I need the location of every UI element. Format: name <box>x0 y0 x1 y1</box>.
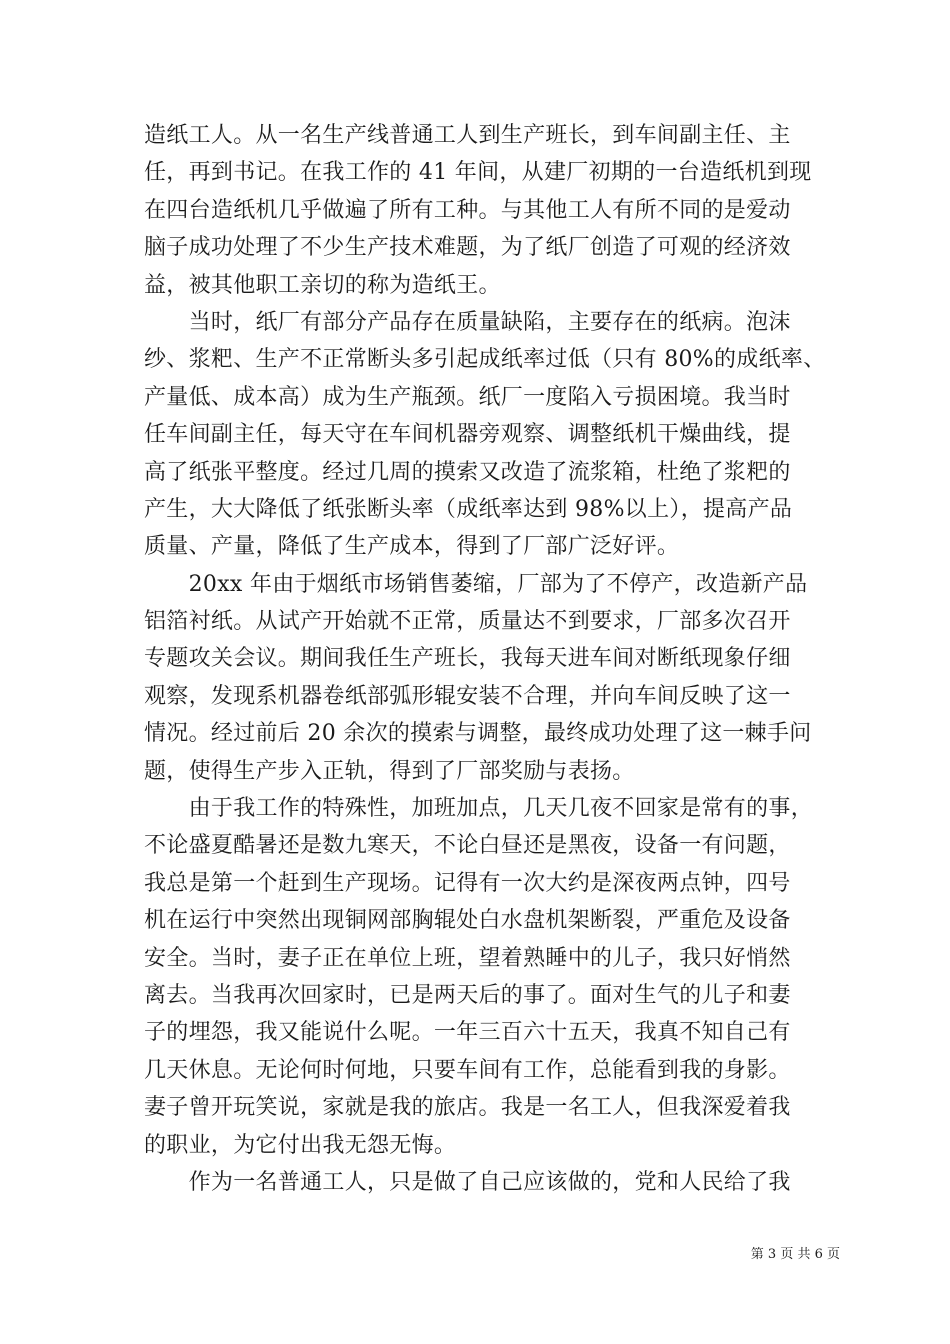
text-line: 安全。当时，妻子正在单位上班，望着熟睡中的儿子，我只好悄然 <box>144 945 791 971</box>
body-text <box>144 117 844 1201</box>
text-line: 脑子成功处理了不少生产技术难题，为了纸厂创造了可观的经济效 <box>144 235 791 261</box>
text-line: 离去。当我再次回家时，已是两天后的事了。面对生气的儿子和妻 <box>144 982 791 1008</box>
text-line: 20xx 年由于烟纸市场销售萎缩，厂部为了不停产，改造新产品 <box>144 571 808 597</box>
text-line: 我总是第一个赶到生产现场。记得有一次大约是深夜两点钟，四号 <box>144 870 791 896</box>
text-line: 观察，发现系机器卷纸部弧形辊安装不合理，并向车间反映了这一 <box>144 683 791 709</box>
text-line: 高了纸张平整度。经过几周的摸索又改造了流浆箱，杜绝了浆粑的 <box>144 459 791 485</box>
page-footer <box>640 1246 840 1264</box>
page-number: 第 3 页 共 6 页 <box>750 1247 840 1262</box>
text-line: 产量低、成本高）成为生产瓶颈。纸厂一度陷入亏损困境。我当时 <box>144 384 791 410</box>
text-line: 妻子曾开玩笑说，家就是我的旅店。我是一名工人，但我深爱着我 <box>144 1095 791 1121</box>
text-line: 专题攻关会议。期间我任生产班长，我每天进车间对断纸现象仔细 <box>144 646 791 672</box>
text-line: 情况。经过前后 20 余次的摸索与调整，最终成功处理了这一棘手问 <box>144 721 812 747</box>
text-line: 在四台造纸机几乎做遍了所有工种。与其他工人有所不同的是爱动 <box>144 197 791 223</box>
text-line: 由于我工作的特殊性，加班加点，几天几夜不回家是常有的事， <box>144 796 814 822</box>
text-line: 机在运行中突然出现铜网部胸辊处白水盘机架断裂，严重危及设备 <box>144 908 791 934</box>
text-line: 任，再到书记。在我工作的 41 年间，从建厂初期的一台造纸机到现 <box>144 160 812 186</box>
text-line: 不论盛夏酷暑还是数九寒天，不论白昼还是黑夜，设备一有问题， <box>144 833 791 859</box>
text-line: 当时，纸厂有部分产品存在质量缺陷，主要存在的纸病。泡沫 <box>144 309 791 335</box>
text-line: 的职业，为它付出我无怨无悔。 <box>144 1132 457 1158</box>
text-line: 作为一名普通工人，只是做了自己应该做的，党和人民给了我 <box>144 1169 791 1195</box>
text-line: 产生，大大降低了纸张断头率（成纸率达到 98%以上），提高产品 <box>144 496 793 522</box>
text-line: 几天休息。无论何时何地，只要车间有工作，总能看到我的身影。 <box>144 1057 791 1083</box>
text-line: 质量、产量，降低了生产成本，得到了厂部广泛好评。 <box>144 534 680 560</box>
text-line: 纱、浆粑、生产不正常断头多引起成纸率过低（只有 80%的成纸率、 <box>144 347 826 373</box>
text-line: 益，被其他职工亲切的称为造纸王。 <box>144 272 501 298</box>
text-line: 铝箔衬纸。从试产开始就不正常，质量达不到要求，厂部多次召开 <box>144 609 791 635</box>
text-line: 子的埋怨，我又能说什么呢。一年三百六十五天，我真不知自己有 <box>144 1020 791 1046</box>
text-line: 造纸工人。从一名生产线普通工人到生产班长，到车间副主任、主 <box>144 123 791 148</box>
text-line: 题，使得生产步入正轨，得到了厂部奖励与表扬。 <box>144 758 635 784</box>
text-line: 任车间副主任，每天守在车间机器旁观察、调整纸机干燥曲线，提 <box>144 422 791 448</box>
